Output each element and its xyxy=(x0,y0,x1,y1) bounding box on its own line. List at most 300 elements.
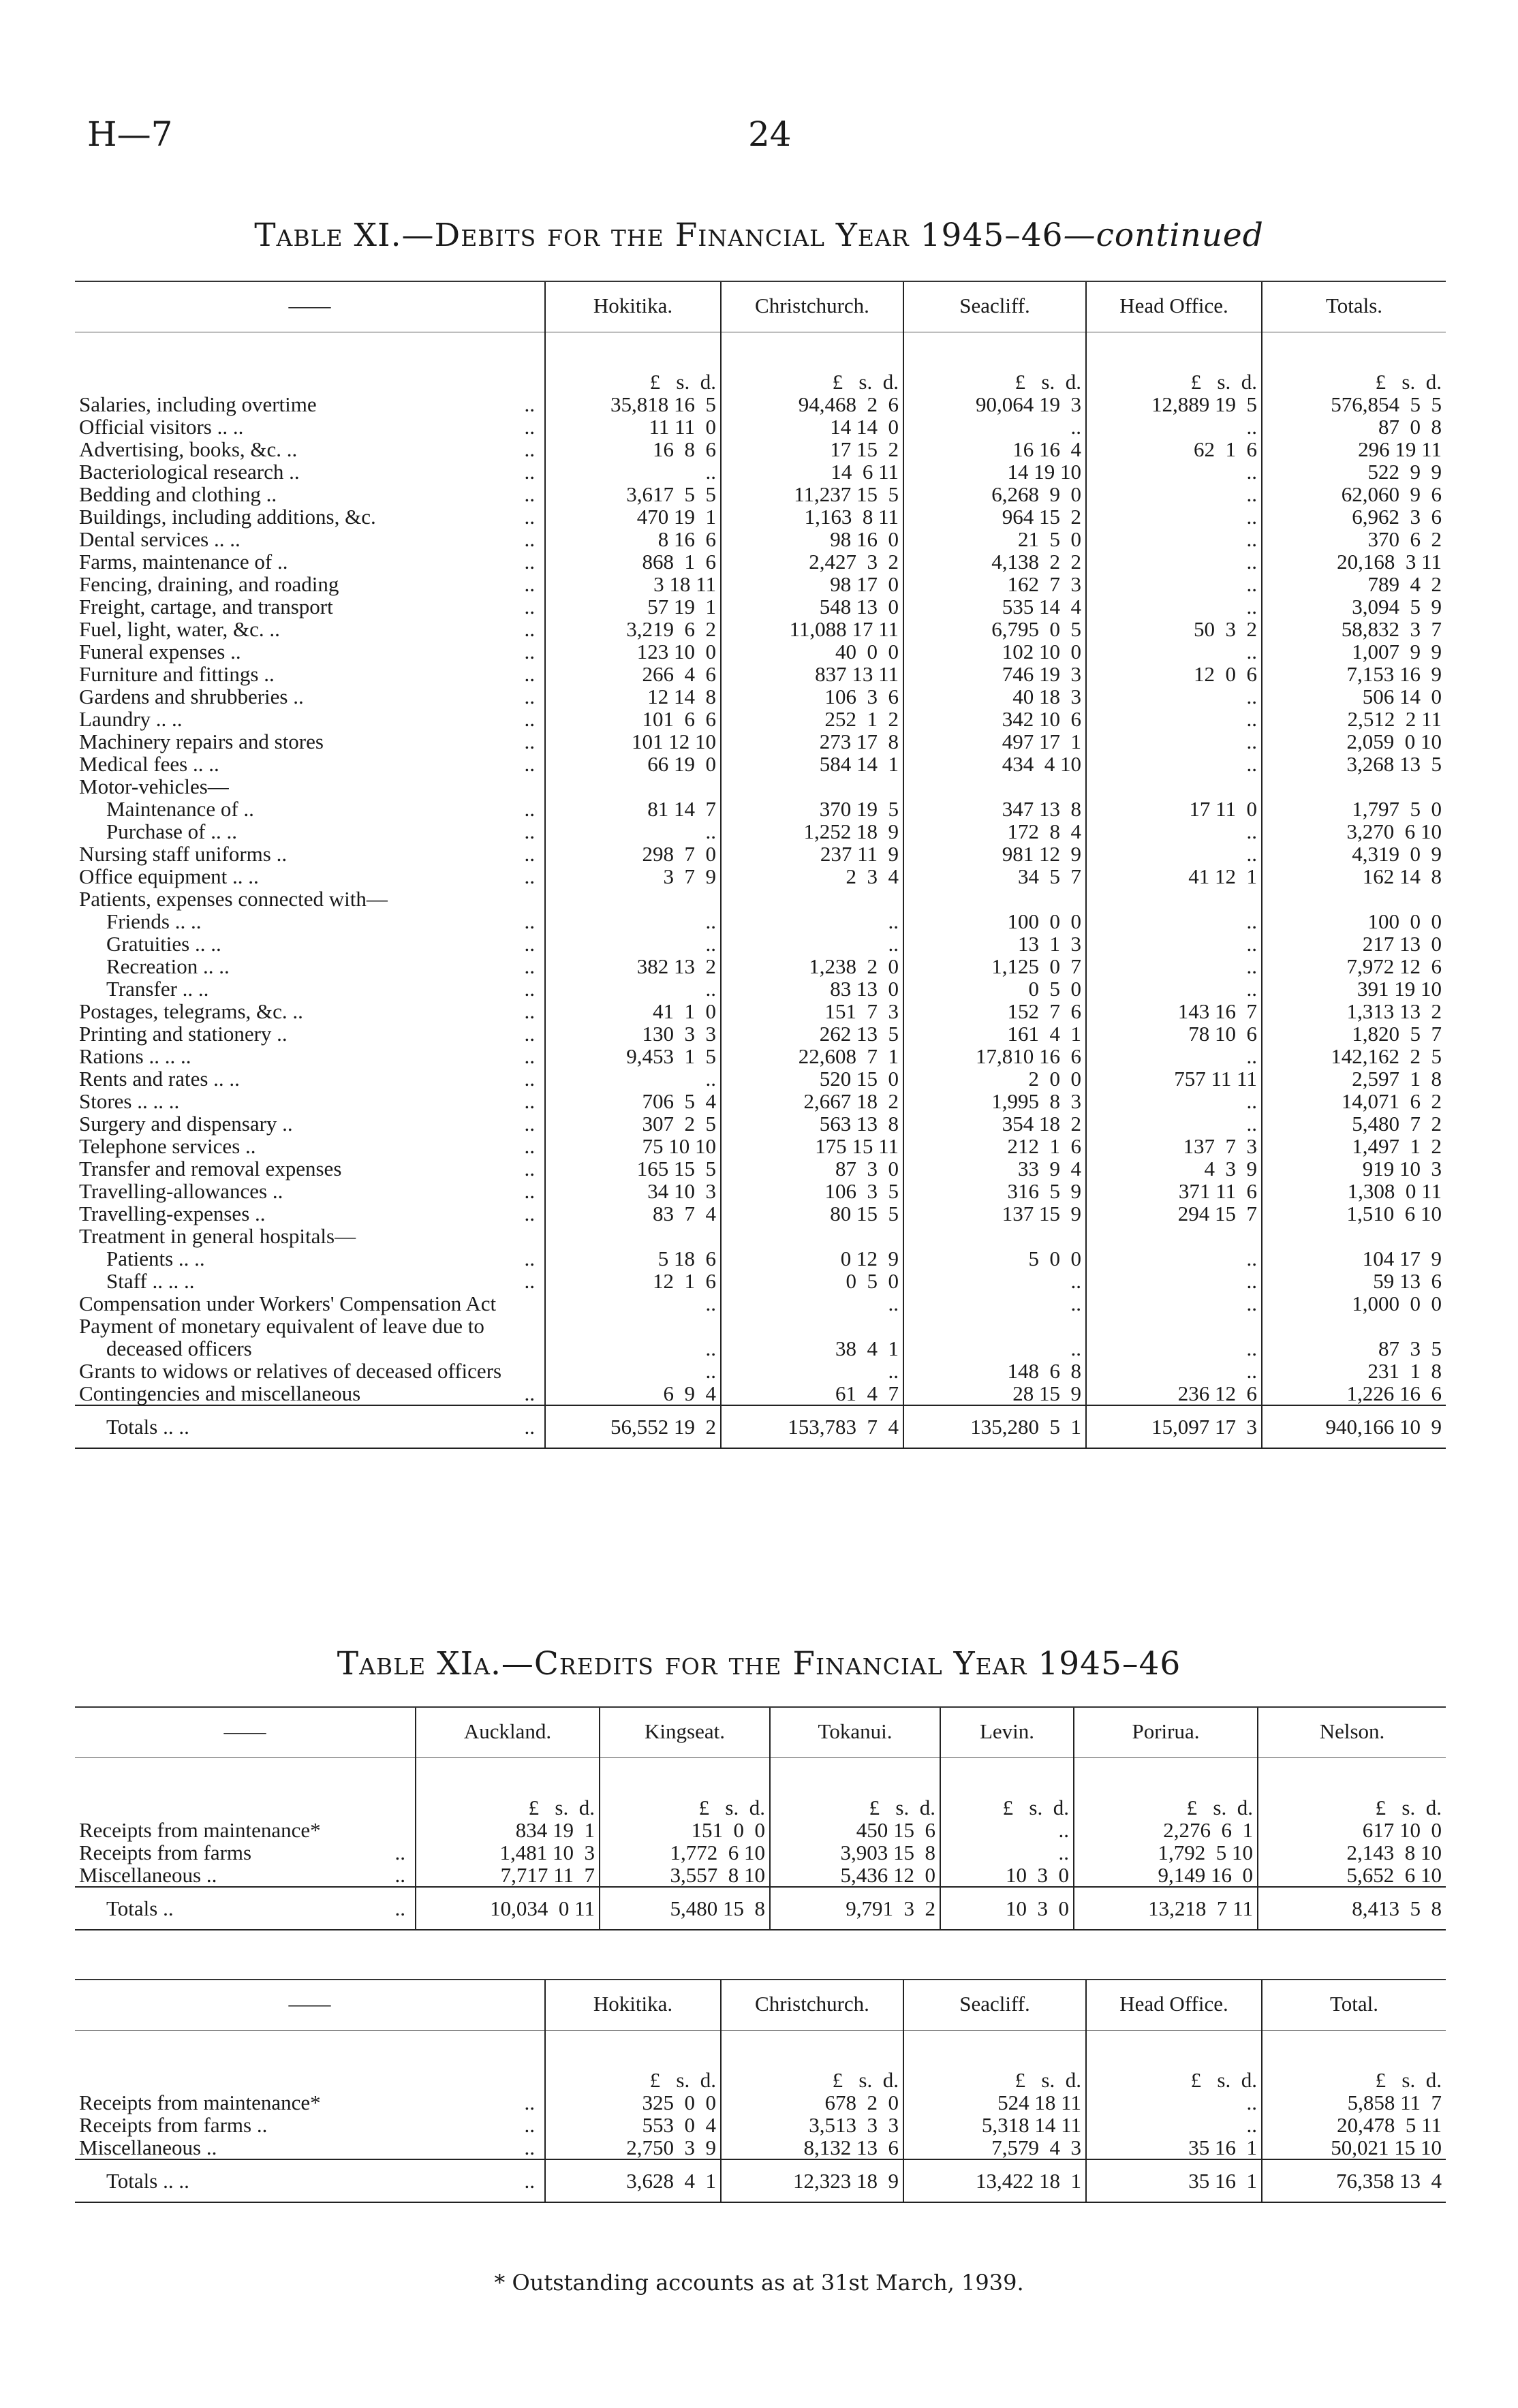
amount-cell: 12 14 8 xyxy=(545,685,721,708)
row-label-text: Rations .. .. .. xyxy=(79,1044,191,1068)
row-label-text: Travelling-allowances .. xyxy=(79,1179,283,1203)
total-amount: 15,097 17 3 xyxy=(1086,1405,1262,1448)
row-label xyxy=(75,663,511,685)
header-corner: —— xyxy=(75,1707,416,1758)
amount-cell: 5,480 7 2 xyxy=(1262,1112,1446,1135)
table-row xyxy=(75,1270,1446,1292)
units-spacer xyxy=(75,1758,375,1819)
total-amount: 76,358 13 4 xyxy=(1262,2159,1446,2202)
amount-cell: 2,750 3 9 xyxy=(545,2136,721,2159)
column-header: Head Office. xyxy=(1086,281,1262,332)
amount-cell: 520 15 0 xyxy=(721,1067,903,1090)
row-label-text: Recreation .. .. xyxy=(106,954,230,978)
amount-cell: 470 19 1 xyxy=(545,505,721,528)
amount-cell: 83 13 0 xyxy=(721,978,903,1000)
amount-cell: .. xyxy=(1086,460,1262,483)
row-label-text: Staff .. .. .. xyxy=(106,1269,195,1293)
row-label-text: Bedding and clothing .. xyxy=(79,482,277,506)
table-row xyxy=(75,910,1446,933)
row-label-text: Motor-vehicles— xyxy=(79,775,229,798)
amount-cell: 294 15 7 xyxy=(1086,1202,1262,1225)
amount-cell: 14 14 0 xyxy=(721,416,903,438)
row-leader: .. xyxy=(524,909,535,933)
table-row xyxy=(75,1090,1446,1112)
column-header: Hokitika. xyxy=(545,1980,721,2031)
amount-cell: 837 13 11 xyxy=(721,663,903,685)
table-row xyxy=(75,1112,1446,1135)
amount-cell: 22,608 7 1 xyxy=(721,1045,903,1067)
amount-cell: 20,168 3 11 xyxy=(1262,550,1446,573)
amount-cell: 81 14 7 xyxy=(545,798,721,820)
table-row xyxy=(75,460,1446,483)
amount-cell: 0 5 0 xyxy=(721,1270,903,1292)
amount-cell: 2,667 18 2 xyxy=(721,1090,903,1112)
row-leader: .. xyxy=(524,932,535,956)
units-cell: £ s. d. xyxy=(600,1758,770,1819)
table-row xyxy=(75,685,1446,708)
units-cell: £ s. d. xyxy=(545,332,721,394)
amount-cell: 4,319 0 9 xyxy=(1262,843,1446,865)
amount-cell: 1,308 0 11 xyxy=(1262,1180,1446,1202)
amount-cell: 161 4 1 xyxy=(903,1022,1086,1045)
row-leader: .. xyxy=(524,999,535,1023)
amount-cell: 102 10 0 xyxy=(903,640,1086,663)
table-xia-title-text: Table XIa.—Credits for the Financial Year 1945–46 xyxy=(337,1645,1181,1683)
row-label-text: Salaries, including overtime xyxy=(79,392,317,416)
amount-cell: 1,313 13 2 xyxy=(1262,1000,1446,1022)
amount-cell: 3 18 11 xyxy=(545,573,721,595)
amount-cell: 106 3 5 xyxy=(721,1180,903,1202)
amount-cell xyxy=(1262,775,1446,798)
row-label-text: Advertising, books, &c. .. xyxy=(79,437,298,461)
amount-cell: 175 15 11 xyxy=(721,1135,903,1157)
row-label xyxy=(75,1292,511,1315)
amount-cell: 2 3 4 xyxy=(721,865,903,888)
row-label xyxy=(75,910,511,933)
row-label-text: Receipts from maintenance* xyxy=(79,2091,321,2114)
row-label-text: Receipts from maintenance* xyxy=(79,1818,321,1842)
total-amount: 940,166 10 9 xyxy=(1262,1405,1446,1448)
row-label xyxy=(75,955,511,978)
row-leader xyxy=(511,888,545,910)
table-row xyxy=(75,663,1446,685)
row-label xyxy=(75,1225,511,1247)
amount-cell: .. xyxy=(545,978,721,1000)
amount-cell: 148 6 8 xyxy=(903,1360,1086,1382)
row-label xyxy=(75,685,511,708)
amount-cell: 87 3 0 xyxy=(721,1157,903,1180)
row-leader: .. xyxy=(524,797,535,821)
table-row xyxy=(75,1864,1446,1887)
row-leader: .. xyxy=(524,527,535,551)
amount-cell: 6,268 9 0 xyxy=(903,483,1086,505)
amount-cell: 3,268 13 5 xyxy=(1262,753,1446,775)
column-header: Tokanui. xyxy=(770,1707,940,1758)
table-row xyxy=(75,1841,1446,1864)
amount-cell: .. xyxy=(1086,2114,1262,2136)
table-row xyxy=(75,618,1446,640)
row-label xyxy=(75,483,511,505)
row-label-text: Miscellaneous .. xyxy=(79,2136,217,2159)
row-label xyxy=(75,1270,511,1292)
row-leader: .. xyxy=(524,864,535,888)
row-leader: .. xyxy=(524,2136,535,2159)
amount-cell: 16 8 6 xyxy=(545,438,721,460)
column-header: Christchurch. xyxy=(721,1980,903,2031)
amount-cell: 40 0 0 xyxy=(721,640,903,663)
amount-cell: 834 19 1 xyxy=(416,1819,600,1841)
amount-cell: .. xyxy=(1086,978,1262,1000)
amount-cell: .. xyxy=(1086,910,1262,933)
row-label-text: Medical fees .. .. xyxy=(79,752,219,776)
row-label-text: Office equipment .. .. xyxy=(79,864,259,888)
amount-cell: 535 14 4 xyxy=(903,595,1086,618)
amount-cell: 342 10 6 xyxy=(903,708,1086,730)
table-xi-debits xyxy=(75,281,1446,1449)
amount-cell: .. xyxy=(545,1292,721,1315)
row-leader: .. xyxy=(524,1067,535,1091)
amount-cell: 5 0 0 xyxy=(903,1247,1086,1270)
amount-cell: 137 15 9 xyxy=(903,1202,1086,1225)
row-label xyxy=(75,550,511,573)
page-number: 24 xyxy=(748,114,792,154)
amount-cell: .. xyxy=(1086,820,1262,843)
column-header: Seacliff. xyxy=(903,281,1086,332)
units-cell: £ s. d. xyxy=(1086,2031,1262,2092)
amount-cell xyxy=(545,775,721,798)
table-row xyxy=(75,1180,1446,1202)
amount-cell: 576,854 5 5 xyxy=(1262,393,1446,416)
row-label xyxy=(75,1157,511,1180)
units-cell: £ s. d. xyxy=(770,1758,940,1819)
total-amount: 12,323 18 9 xyxy=(721,2159,903,2202)
amount-cell xyxy=(903,888,1086,910)
row-label xyxy=(75,1360,511,1382)
row-leader xyxy=(511,775,545,798)
amount-cell: 5,318 14 11 xyxy=(903,2114,1086,2136)
row-label-text: Nursing staff uniforms .. xyxy=(79,842,288,866)
total-amount: 8,413 5 8 xyxy=(1258,1887,1446,1930)
amount-cell: 298 7 0 xyxy=(545,843,721,865)
amount-cell: 35 16 1 xyxy=(1086,2136,1262,2159)
units-cell: £ s. d. xyxy=(1258,1758,1446,1819)
amount-cell: .. xyxy=(1086,685,1262,708)
row-label-text: Contingencies and miscellaneous xyxy=(79,1381,361,1405)
amount-cell: 1,497 1 2 xyxy=(1262,1135,1446,1157)
row-leader: .. xyxy=(524,977,535,1001)
table-row xyxy=(75,483,1446,505)
amount-cell: 273 17 8 xyxy=(721,730,903,753)
table-row xyxy=(75,775,1446,798)
amount-cell: 212 1 6 xyxy=(903,1135,1086,1157)
row-label-text: Furniture and fittings .. xyxy=(79,662,275,686)
amount-cell: .. xyxy=(545,460,721,483)
row-label xyxy=(75,1067,511,1090)
amount-cell: 1,226 16 6 xyxy=(1262,1382,1446,1405)
amount-cell: 2,512 2 11 xyxy=(1262,708,1446,730)
row-label-text: Fuel, light, water, &c. .. xyxy=(79,617,280,641)
total-amount: 5,480 15 8 xyxy=(600,1887,770,1930)
amount-cell: .. xyxy=(1086,595,1262,618)
amount-cell: 316 5 9 xyxy=(903,1180,1086,1202)
row-leader: .. xyxy=(394,1841,405,1864)
amount-cell: 706 5 4 xyxy=(545,1090,721,1112)
amount-cell: .. xyxy=(1086,1292,1262,1315)
amount-cell: 123 10 0 xyxy=(545,640,721,663)
table-row xyxy=(75,1202,1446,1225)
amount-cell: 33 9 4 xyxy=(903,1157,1086,1180)
row-label xyxy=(75,573,511,595)
amount-cell: 28 15 9 xyxy=(903,1382,1086,1405)
totals-row xyxy=(75,2159,1446,2202)
amount-cell: .. xyxy=(1086,1045,1262,1067)
table-row xyxy=(75,438,1446,460)
amount-cell: 41 1 0 xyxy=(545,1000,721,1022)
total-amount: 135,280 5 1 xyxy=(903,1405,1086,1448)
table-row xyxy=(75,1315,1446,1360)
table-row xyxy=(75,2136,1446,2159)
table-row xyxy=(75,1045,1446,1067)
units-spacer xyxy=(75,332,511,394)
totals-leader: .. xyxy=(375,1887,416,1930)
amount-cell: 104 17 9 xyxy=(1262,1247,1446,1270)
table-row xyxy=(75,978,1446,1000)
row-label-text: Bacteriological research .. xyxy=(79,460,300,484)
units-row xyxy=(75,332,1446,394)
row-label xyxy=(75,1382,511,1405)
totals-label xyxy=(75,2159,511,2202)
row-label xyxy=(75,1112,511,1135)
amount-cell: .. xyxy=(1086,1247,1262,1270)
amount-cell xyxy=(721,888,903,910)
amount-cell: 252 1 2 xyxy=(721,708,903,730)
row-leader: .. xyxy=(524,954,535,978)
amount-cell: 524 18 11 xyxy=(903,2091,1086,2114)
amount-cell: 78 10 6 xyxy=(1086,1022,1262,1045)
row-leader: .. xyxy=(524,1202,535,1225)
row-label-text: Dental services .. .. xyxy=(79,527,241,551)
table-row xyxy=(75,1135,1446,1157)
amount-cell: .. xyxy=(903,1270,1086,1292)
amount-cell: 100 0 0 xyxy=(1262,910,1446,933)
amount-cell: 236 12 6 xyxy=(1086,1382,1262,1405)
amount-cell xyxy=(721,1225,903,1247)
row-label-text: Surgery and dispensary .. xyxy=(79,1112,293,1136)
amount-cell: 50 3 2 xyxy=(1086,618,1262,640)
table-row xyxy=(75,416,1446,438)
total-amount: 3,628 4 1 xyxy=(545,2159,721,2202)
totals-label xyxy=(75,1405,511,1448)
units-spacer xyxy=(75,2031,511,2092)
amount-cell: 307 2 5 xyxy=(545,1112,721,1135)
amount-cell: 11 11 0 xyxy=(545,416,721,438)
amount-cell: 7,579 4 3 xyxy=(903,2136,1086,2159)
totals-label-text: Totals .. xyxy=(106,1896,174,1920)
amount-cell: .. xyxy=(903,1315,1086,1360)
column-header: Totals. xyxy=(1262,281,1446,332)
column-header: Nelson. xyxy=(1258,1707,1446,1758)
amount-cell: 231 1 8 xyxy=(1262,1360,1446,1382)
amount-cell: 7,153 16 9 xyxy=(1262,663,1446,685)
table-row xyxy=(75,865,1446,888)
amount-cell: 0 12 9 xyxy=(721,1247,903,1270)
units-spacer xyxy=(511,332,545,394)
amount-cell: 172 8 4 xyxy=(903,820,1086,843)
amount-cell: 3 7 9 xyxy=(545,865,721,888)
row-label xyxy=(75,2136,511,2159)
amount-cell: 1,995 8 3 xyxy=(903,1090,1086,1112)
amount-cell: 14 19 10 xyxy=(903,460,1086,483)
row-leader xyxy=(511,1360,545,1382)
row-label xyxy=(75,1000,511,1022)
row-leader: .. xyxy=(524,1269,535,1293)
row-leader: .. xyxy=(524,2113,535,2137)
amount-cell: .. xyxy=(1086,1315,1262,1360)
row-label-text: Grants to widows or relatives of deceased officers xyxy=(79,1359,502,1383)
amount-cell xyxy=(1086,888,1262,910)
column-header: Auckland. xyxy=(416,1707,600,1758)
table-row xyxy=(75,2091,1446,2114)
row-leader: .. xyxy=(524,640,535,663)
row-label-text: Treatment in general hospitals— xyxy=(79,1224,356,1248)
amount-cell: 101 12 10 xyxy=(545,730,721,753)
column-header: Hokitika. xyxy=(545,281,721,332)
amount-cell: 14,071 6 2 xyxy=(1262,1090,1446,1112)
amount-cell: 1,000 0 0 xyxy=(1262,1292,1446,1315)
amount-cell: 14 6 11 xyxy=(721,460,903,483)
amount-cell: 12,889 19 5 xyxy=(1086,393,1262,416)
units-cell: £ s. d. xyxy=(545,2031,721,2092)
amount-cell: 101 6 6 xyxy=(545,708,721,730)
amount-cell: .. xyxy=(1086,1270,1262,1292)
total-amount: 9,791 3 2 xyxy=(770,1887,940,1930)
amount-cell: .. xyxy=(545,1360,721,1382)
amount-cell: 522 9 9 xyxy=(1262,460,1446,483)
amount-cell xyxy=(1262,1225,1446,1247)
table-xi-title-continued: —continued xyxy=(1063,217,1264,254)
table-row xyxy=(75,1819,1446,1841)
amount-cell: 548 13 0 xyxy=(721,595,903,618)
row-leader: .. xyxy=(394,1863,405,1887)
amount-cell: 130 3 3 xyxy=(545,1022,721,1045)
amount-cell: 8,132 13 6 xyxy=(721,2136,903,2159)
row-label xyxy=(75,1135,511,1157)
column-header: Levin. xyxy=(940,1707,1074,1758)
amount-cell: 8 16 6 xyxy=(545,528,721,550)
table-row xyxy=(75,1157,1446,1180)
amount-cell: .. xyxy=(721,1360,903,1382)
amount-cell xyxy=(903,1225,1086,1247)
amount-cell: 981 12 9 xyxy=(903,843,1086,865)
total-amount: 56,552 19 2 xyxy=(545,1405,721,1448)
amount-cell: 59 13 6 xyxy=(1262,1270,1446,1292)
amount-cell: 162 14 8 xyxy=(1262,865,1446,888)
row-label-text: Laundry .. .. xyxy=(79,707,183,731)
header-corner: —— xyxy=(75,281,545,332)
amount-cell: 1,792 5 10 xyxy=(1074,1841,1258,1864)
row-label-text: Farms, maintenance of .. xyxy=(79,550,288,574)
amount-cell: 151 7 3 xyxy=(721,1000,903,1022)
amount-cell: .. xyxy=(721,1292,903,1315)
amount-cell: 217 13 0 xyxy=(1262,933,1446,955)
amount-cell: 1,481 10 3 xyxy=(416,1841,600,1864)
units-cell: £ s. d. xyxy=(721,2031,903,2092)
amount-cell: 1,772 6 10 xyxy=(600,1841,770,1864)
row-label-text: Maintenance of .. xyxy=(106,797,254,821)
amount-cell: .. xyxy=(1086,573,1262,595)
amount-cell: .. xyxy=(1086,955,1262,978)
totals-leader: .. xyxy=(511,2159,545,2202)
table-row xyxy=(75,1382,1446,1405)
amount-cell: .. xyxy=(545,820,721,843)
row-label xyxy=(75,460,511,483)
table-row xyxy=(75,888,1446,910)
amount-cell: 35,818 16 5 xyxy=(545,393,721,416)
row-label xyxy=(75,595,511,618)
row-label-text: Patients, expenses connected with— xyxy=(79,887,388,911)
row-leader: .. xyxy=(524,460,535,484)
table-row xyxy=(75,1000,1446,1022)
row-label xyxy=(75,865,511,888)
amount-cell: 497 17 1 xyxy=(903,730,1086,753)
amount-cell: 98 16 0 xyxy=(721,528,903,550)
amount-cell: .. xyxy=(1086,640,1262,663)
units-row xyxy=(75,2031,1446,2092)
amount-cell: 3,219 6 2 xyxy=(545,618,721,640)
amount-cell: 90,064 19 3 xyxy=(903,393,1086,416)
amount-cell: 20,478 5 11 xyxy=(1262,2114,1446,2136)
amount-cell: 1,252 18 9 xyxy=(721,820,903,843)
amount-cell: .. xyxy=(721,933,903,955)
row-label-text: Friends .. .. xyxy=(106,909,202,933)
table-row xyxy=(75,640,1446,663)
row-leader: .. xyxy=(524,1134,535,1158)
table-row xyxy=(75,820,1446,843)
amount-cell: 506 14 0 xyxy=(1262,685,1446,708)
amount-cell: 17 15 2 xyxy=(721,438,903,460)
amount-cell: .. xyxy=(1086,933,1262,955)
amount-cell: 106 3 6 xyxy=(721,685,903,708)
amount-cell: 3,617 5 5 xyxy=(545,483,721,505)
table-row xyxy=(75,528,1446,550)
amount-cell: .. xyxy=(1086,528,1262,550)
units-row xyxy=(75,1758,1446,1819)
amount-cell: 370 6 2 xyxy=(1262,528,1446,550)
row-label xyxy=(75,1819,375,1841)
amount-cell: 75 10 10 xyxy=(545,1135,721,1157)
table-row xyxy=(75,708,1446,730)
column-header-row xyxy=(75,281,1446,332)
amount-cell: 162 7 3 xyxy=(903,573,1086,595)
row-leader: .. xyxy=(524,482,535,506)
amount-cell: 21 5 0 xyxy=(903,528,1086,550)
row-leader: .. xyxy=(524,1157,535,1180)
units-cell: £ s. d. xyxy=(721,332,903,394)
totals-leader: .. xyxy=(511,1405,545,1448)
amount-cell: 66 19 0 xyxy=(545,753,721,775)
table-xi-title-main: Table XI.—Debits for the Financial Year 1945–46 xyxy=(254,217,1064,254)
row-leader: .. xyxy=(524,1179,535,1203)
table-row xyxy=(75,1225,1446,1247)
amount-cell: 94,468 2 6 xyxy=(721,393,903,416)
amount-cell: 1,125 0 7 xyxy=(903,955,1086,978)
column-header: Kingseat. xyxy=(600,1707,770,1758)
row-label-text: Machinery repairs and stores xyxy=(79,730,324,753)
table-row xyxy=(75,1360,1446,1382)
amount-cell: 40 18 3 xyxy=(903,685,1086,708)
amount-cell: .. xyxy=(1086,483,1262,505)
row-label-text: Fencing, draining, and roading xyxy=(79,572,339,596)
